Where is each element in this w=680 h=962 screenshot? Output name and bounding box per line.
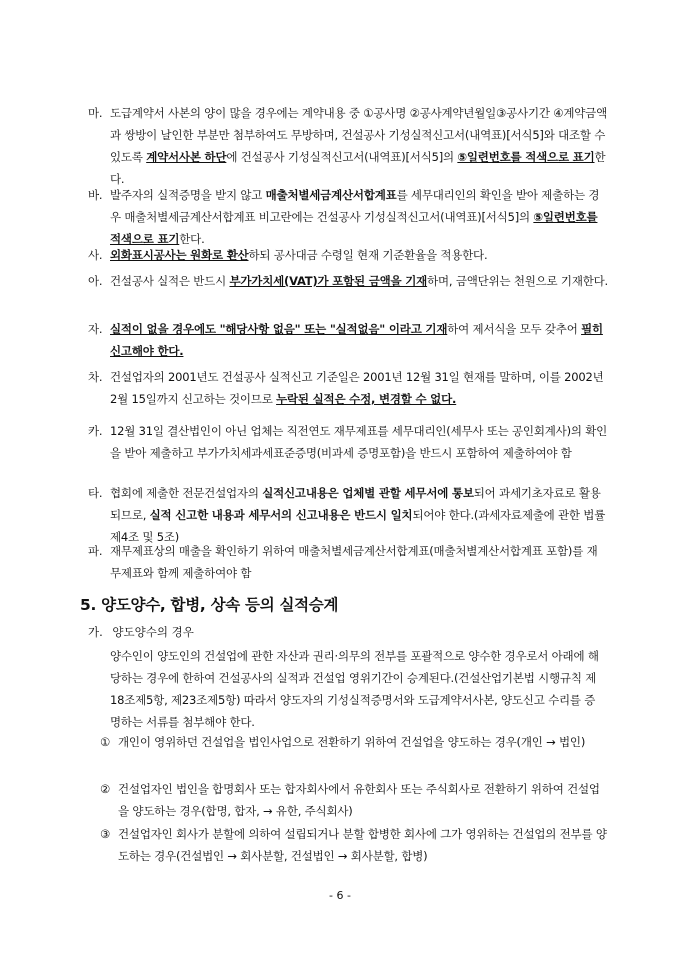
- numbered-item-2: [100, 778, 608, 822]
- numbered-label: ③: [100, 827, 111, 841]
- item-label: 타.: [88, 486, 103, 500]
- numbered-label: ②: [100, 782, 111, 796]
- numbered-text: 건설업자인 회사가 분할에 의하여 설립되거나 분할 합병한 회사에 그가 영위하는 건설업의 전부를 양도하는 경우(건설법인 → 회사분할, 건설법인 → 회사분할, 합병): [118, 827, 607, 863]
- body-paragraph: 양수인이 양도인의 건설업에 관한 자산과 권리·의무의 전부를 포괄적으로 양수한 경우로서 아래에 해당하는 경우에 한하여 건설공사의 실적과 건설업 영위기간이 승계된다.(건설산업기본법 시행규칙 제18조제5항, 제23조제5항) 따라서 양도자의 기성실적증명서와 도급계약서사본, 양도신고 수리를 증명하는 서류를 첨부해야 한다.: [110, 649, 599, 729]
- item-ja: [88, 318, 608, 362]
- item-text: 건설업자의 2001년도 건설공사 실적신고 기준일은 2001년 12월 31일 현재를 말하며, 이를 2002년 2월 15일까지 신고하는 것이므로 누락된 실적은 수정, 변경할 수 없다.: [110, 370, 604, 406]
- numbered-item-1: [100, 731, 608, 753]
- item-label: 카.: [88, 424, 103, 438]
- item-sa: [88, 244, 608, 266]
- item-text: 건설공사 실적은 반드시 부가가치세(VAT)가 포함된 금액을 기재하며, 금액단위는 천원으로 기재한다.: [110, 274, 609, 288]
- item-text: 외화표시공사는 원화로 환산하되 공사대금 수령일 현재 기준환율을 적용한다.: [110, 248, 488, 262]
- page-number: - 6 -: [329, 889, 351, 902]
- item-text: 발주자의 실적증명을 받지 않고 매출처별세금계산서합계표를 세무대리인의 확인을 받아 제출하는 경우 매출처별세금계산서합계표 비고란에는 건설공사 기성실적신고서(내역표)[서식5]의 ⑤일련번호를 적색으로 표기한다.: [110, 188, 600, 246]
- item-text: 협회에 제출한 전문건설업자의 실적신고내용은 업체별 관할 세무서에 통보되어 과세기초자료로 활용되므로, 실적 신고한 내용과 세무서의 신고내용은 반드시 일치되어야 한다.(과세자료제출에 관한 법률 제4조 및 5조): [110, 486, 606, 544]
- item-ma: [88, 102, 608, 190]
- item-ta: [88, 482, 608, 548]
- item-label: 아.: [88, 274, 103, 288]
- item-text: 12월 31일 결산법인이 아닌 업체는 직전연도 재무제표를 세무대리인(세무사 또는 공인회계사)의 확인을 받아 제출하고 부가가치세과세표준증명(비과세 증명포함)을 반드시 포함하여 제출하여야 함: [110, 424, 608, 460]
- item-text: 도급계약서 사본의 양이 많을 경우에는 계약내용 중 ①공사명 ②공사계약년월일③공사기간 ④계약금액과 쌍방이 날인한 부분만 첨부하여도 무방하며, 건설공사 기성실적신고서(내역표)[서식5]와 대조할 수 있도록 계약서사본 하단에 건설공사 기성실적신고서(내역표)[서식5]의 ⑤일련번호를 적색으로 표기한다.: [110, 106, 607, 186]
- item-label: 차.: [88, 370, 103, 384]
- item-ka: [88, 420, 608, 464]
- subsection-text: 양도양수의 경우: [112, 625, 194, 639]
- item-pa: [88, 540, 608, 584]
- item-text: 재무제표상의 매출을 확인하기 위하여 매출처별세금계산서합계표(매출처별계산서합계표 포함)를 재무제표와 함께 제출하여야 함: [110, 544, 598, 580]
- numbered-label: ①: [100, 735, 111, 749]
- subsection-heading: [88, 624, 194, 640]
- item-label: 바.: [88, 188, 103, 202]
- section-title: 5. 양도양수, 합병, 상속 등의 실적승계: [80, 596, 339, 614]
- item-a: [88, 270, 608, 292]
- numbered-text: 건설업자인 법인을 합명회사 또는 합자회사에서 유한회사 또는 주식회사로 전환하기 위하여 건설업을 양도하는 경우(합명, 합자, → 유한, 주식회사): [118, 782, 600, 818]
- item-text: 실적이 없을 경우에도 "해당사항 없음" 또는 "실적없음" 이라고 기재하여 제서식을 모두 갖추어 필히 신고해야 한다.: [110, 322, 603, 358]
- item-ba: [88, 184, 608, 250]
- item-label: 자.: [88, 322, 103, 336]
- item-label: 파.: [88, 544, 103, 558]
- numbered-item-3: [100, 823, 608, 867]
- item-cha: [88, 366, 608, 410]
- numbered-text: 개인이 영위하던 건설업을 법인사업으로 전환하기 위하여 건설업을 양도하는 경우(개인 → 법인): [118, 735, 586, 749]
- subsection-label: 가.: [88, 625, 103, 639]
- item-label: 마.: [88, 106, 103, 120]
- item-label: 사.: [88, 248, 103, 262]
